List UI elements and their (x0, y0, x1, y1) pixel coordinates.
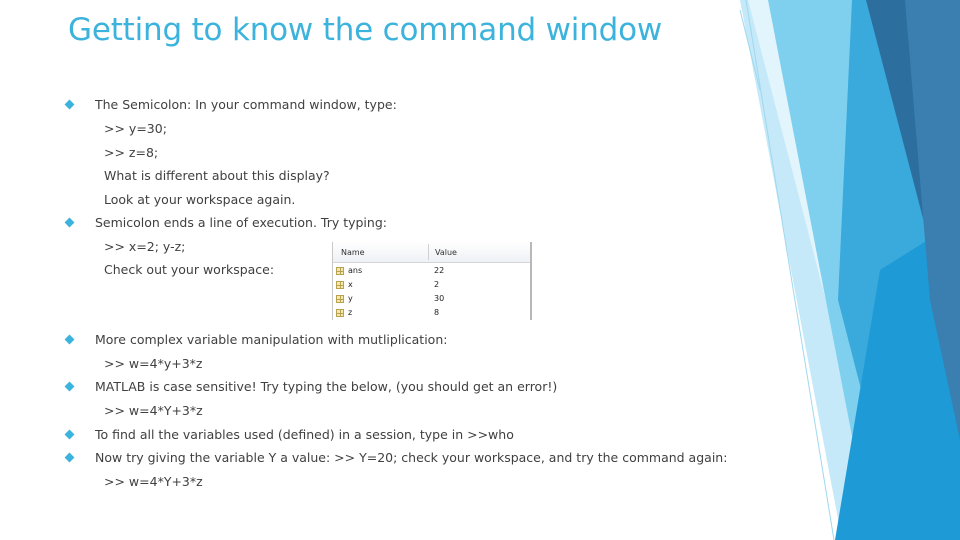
bullet-text: More complex variable manipulation with mutliplication: (95, 332, 448, 347)
workspace-var-name: z (348, 308, 353, 317)
bullet-subline: What is different about this display? (104, 168, 330, 183)
workspace-var-value: 30 (434, 294, 445, 303)
bullet-text: To find all the variables used (defined) in a session, type in >>who (95, 427, 514, 442)
workspace-row (333, 292, 530, 306)
bullet-subline: >> y=30; (104, 121, 167, 136)
workspace-var-value: 2 (434, 280, 440, 289)
deco-mid-facet (838, 0, 960, 540)
workspace-row (333, 306, 530, 320)
bullet-diamond-icon (65, 218, 75, 228)
workspace-column-value: Value (435, 248, 457, 257)
bullet-diamond-icon (65, 453, 75, 463)
bullet-subline: >> w=4*y+3*z (104, 356, 203, 371)
workspace-var-name: y (348, 294, 353, 303)
deco-white-facet (748, 0, 960, 540)
bullet-text: MATLAB is case sensitive! Try typing the below, (you should get an error!) (95, 379, 558, 394)
workspace-row (333, 264, 530, 278)
workspace-column-name: Name (341, 248, 365, 257)
bullet-diamond-icon (65, 430, 75, 440)
bullet-subline: >> w=4*Y+3*z (104, 403, 203, 418)
workspace-var-value: 8 (434, 308, 440, 317)
deco-thin-line-2 (740, 10, 760, 90)
bullet-subline: Look at your workspace again. (104, 192, 296, 207)
slide-title: Getting to know the command window (68, 12, 663, 48)
deco-sky-facet (768, 0, 960, 540)
variable-grid-icon (336, 267, 344, 275)
workspace-var-value: 22 (434, 266, 445, 275)
bullet-text: Now try giving the variable Y a value: >> Y=20; check your workspace, and try the command again: (95, 450, 728, 465)
workspace-header (333, 242, 530, 263)
bullet-subline: >> x=2; y-z; (104, 239, 186, 254)
workspace-row (333, 278, 530, 292)
bullet-text: Semicolon ends a line of execution. Try typing: (95, 215, 387, 230)
bullet-diamond-icon (65, 335, 75, 345)
bullet-subline: >> w=4*Y+3*z (104, 474, 203, 489)
bullet-diamond-icon (65, 382, 75, 392)
deco-light-facet (740, 0, 960, 540)
variable-grid-icon (336, 295, 344, 303)
workspace-panel (332, 242, 532, 320)
workspace-var-name: ans (348, 266, 363, 275)
bullet-subline: >> z=8; (104, 145, 159, 160)
variable-grid-icon (336, 309, 344, 317)
deco-bottom-facet (835, 220, 960, 540)
column-divider (428, 244, 429, 260)
deco-steel-facet (905, 0, 960, 440)
workspace-var-name: x (348, 280, 353, 289)
bullet-subline: Check out your workspace: (104, 262, 275, 277)
deco-dark-facet (866, 0, 960, 360)
deco-thin-line (746, 0, 834, 540)
variable-grid-icon (336, 281, 344, 289)
bullet-diamond-icon (65, 100, 75, 110)
bullet-text: The Semicolon: In your command window, type: (95, 97, 397, 112)
